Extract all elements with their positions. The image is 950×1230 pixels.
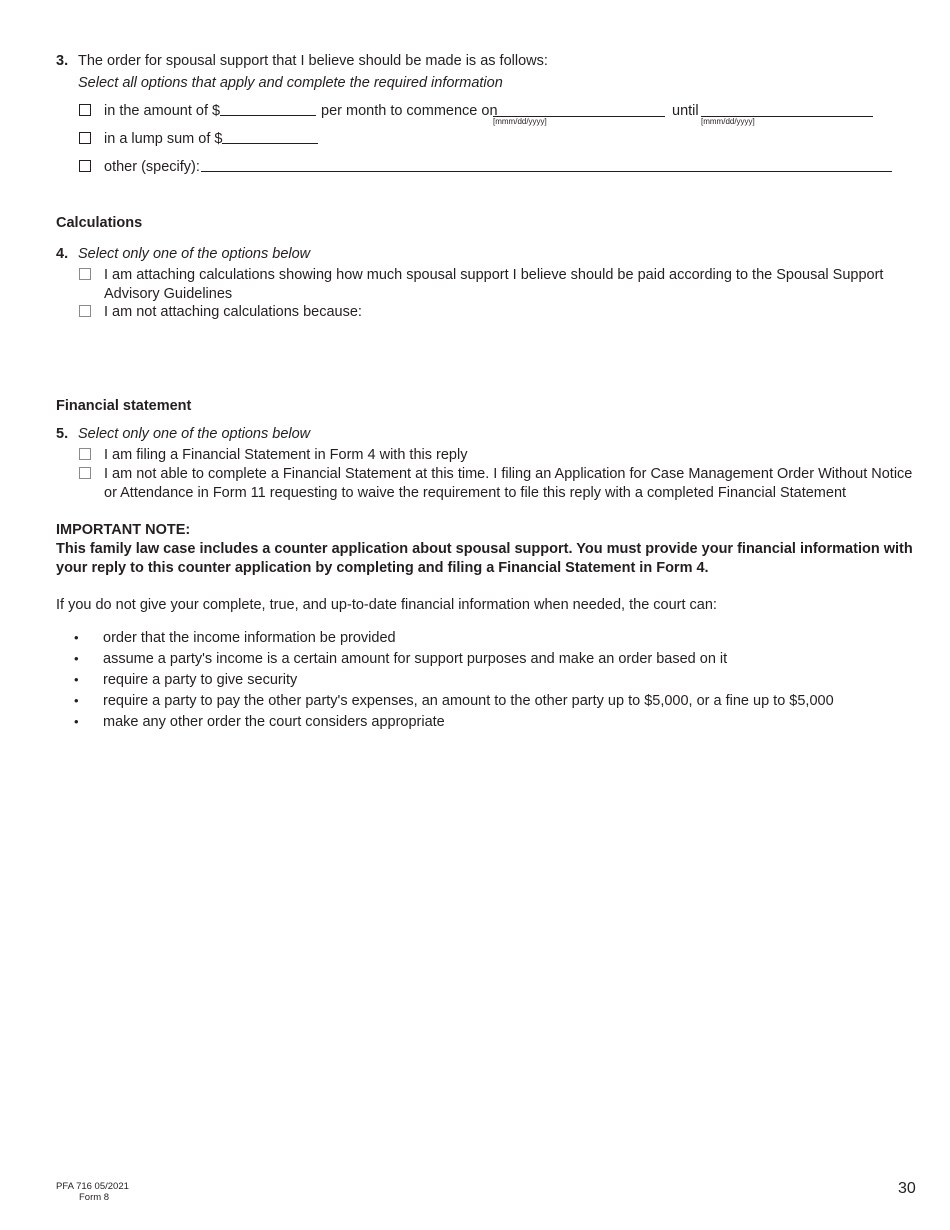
commence-date-hint: [mmm/dd/yyyy] — [493, 117, 547, 126]
commence-label: per month to commence on — [321, 103, 498, 119]
section-3-instruction: Select all options that apply and complete the required information — [78, 75, 503, 91]
lump-sum-checkbox[interactable] — [79, 132, 91, 144]
form-code: PFA 716 05/2021 — [56, 1181, 129, 1192]
section-5-instruction: Select only one of the options below — [78, 426, 311, 442]
important-note-body-2: your reply to this counter application by completing and filing a Financial Statement in Form 4. — [56, 560, 709, 576]
bullet-marker: • — [74, 630, 79, 645]
page-number: 30 — [898, 1180, 916, 1197]
unable-financial-label-1: I am not able to complete a Financial Statement at this time. I filing an Application for Case Management Order Without Notice — [104, 466, 913, 482]
section-4-instruction: Select only one of the options below — [78, 246, 311, 262]
other-checkbox[interactable] — [79, 160, 91, 172]
important-note-title: IMPORTANT NOTE: — [56, 522, 191, 538]
attaching-calculations-checkbox[interactable] — [79, 268, 91, 280]
section-4-number: 4. — [56, 246, 69, 262]
calculations-title: Calculations — [56, 215, 143, 231]
form-name: Form 8 — [79, 1192, 110, 1203]
amount-checkbox[interactable] — [79, 104, 91, 116]
not-attaching-checkbox[interactable] — [79, 305, 91, 317]
other-specify-field[interactable] — [201, 171, 892, 172]
bullet-marker: • — [74, 693, 79, 708]
bullet-item: require a party to give security — [103, 672, 298, 688]
bullet-item: make any other order the court considers appropriate — [103, 714, 445, 730]
bullet-marker: • — [74, 672, 79, 687]
attaching-calculations-label-1: I am attaching calculations showing how much spousal support I believe should be paid according to the Spousal Support — [104, 267, 884, 283]
unable-financial-checkbox[interactable] — [79, 467, 91, 479]
bullet-item: require a party to pay the other party's expenses, an amount to the other party up to $5,000, or a fine up to $5,000 — [103, 693, 834, 709]
filing-financial-label: I am filing a Financial Statement in Form 4 with this reply — [104, 447, 468, 463]
financial-title: Financial statement — [56, 398, 192, 414]
section-3-number: 3. — [56, 53, 69, 69]
until-date-hint: [mmm/dd/yyyy] — [701, 117, 755, 126]
attaching-calculations-label-2: Advisory Guidelines — [104, 286, 233, 302]
not-attaching-label: I am not attaching calculations because: — [104, 304, 362, 320]
important-note-body-1: This family law case includes a counter application about spousal support. You must provide your financial information with — [56, 541, 913, 557]
unable-financial-label-2: or Attendance in Form 11 requesting to waive the requirement to file this reply with a completed Financial Statement — [104, 485, 847, 501]
amount-label: in the amount of $ — [104, 103, 221, 119]
amount-field[interactable] — [220, 115, 316, 116]
bullet-marker: • — [74, 651, 79, 666]
lump-sum-field[interactable] — [222, 143, 318, 144]
filing-financial-checkbox[interactable] — [79, 448, 91, 460]
section-5-number: 5. — [56, 426, 69, 442]
bullet-item: order that the income information be provided — [103, 630, 396, 646]
other-label: other (specify): — [104, 159, 200, 175]
bullet-item: assume a party's income is a certain amount for support purposes and make an order based on it — [103, 651, 728, 667]
lump-sum-label: in a lump sum of $ — [104, 131, 223, 147]
important-note-intro: If you do not give your complete, true, and up-to-date financial information when needed, the court can: — [56, 597, 717, 613]
bullet-marker: • — [74, 714, 79, 729]
section-3-heading: The order for spousal support that I believe should be made is as follows: — [78, 53, 548, 69]
until-label: until — [672, 103, 699, 119]
